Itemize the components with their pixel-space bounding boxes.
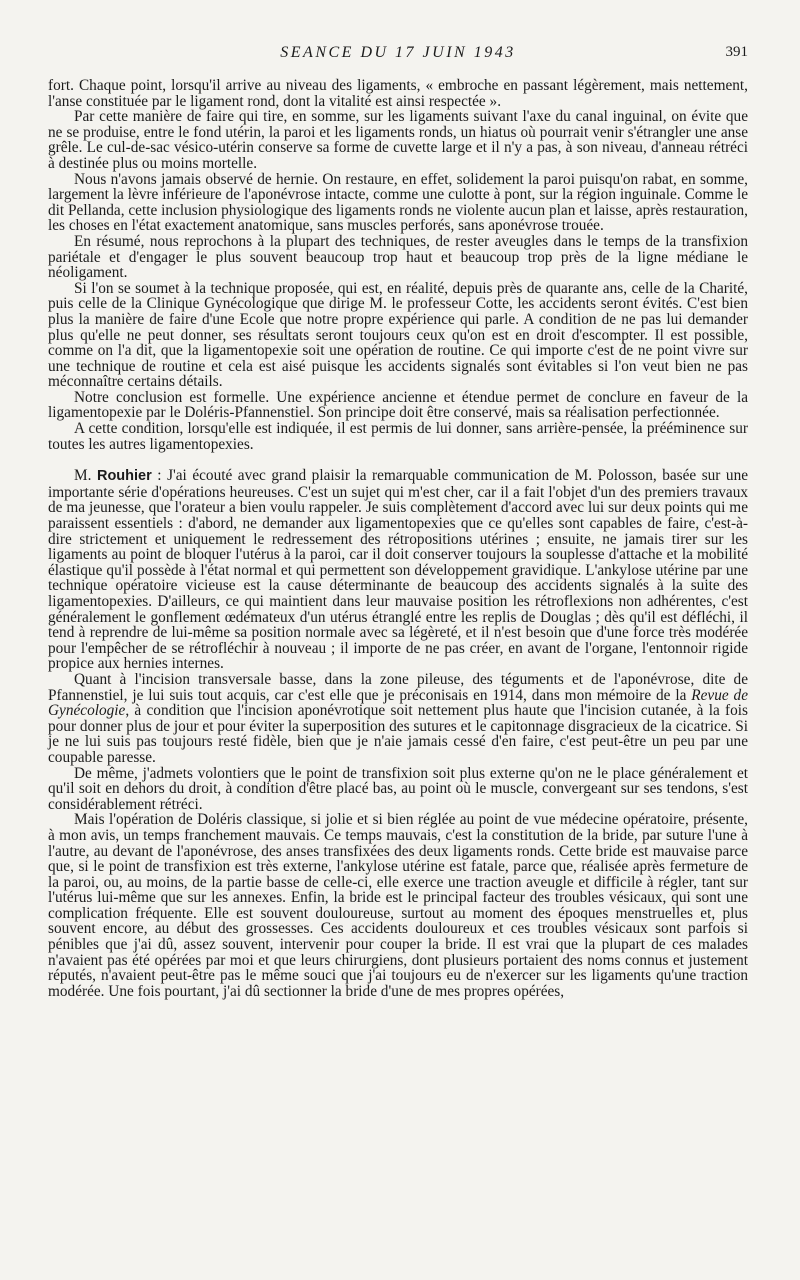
discussion-text: , à condition que l'incision aponévrotique soit nettement plus haute que l'incision cutanée, à la fois pour donner plus de jour et pour éviter la superposition des sutures et le capitonnage disgracieux de la cicatrice. Si je ne lui suis pas toujours resté fidèle, bien que je n'aie jamais cessé d'en faire, c'est peut-être un peu par une coupable paresse. [48, 702, 748, 766]
speaker-name: Rouhier [96, 468, 152, 485]
discussion-paragraph: De même, j'admets volontiers que le point de transfixion soit plus externe qu'on ne le place généralement et qu'il soit en dehors du droit, à condition d'être placé bas, au point où le muscle, convergeant sur ses tendons, s'est considérablement rétréci. [48, 764, 748, 813]
paragraph: Par cette manière de faire qui tire, en somme, sur les ligaments suivant l'axe du canal inguinal, on évite que ne se produise, entre le fond utérin, la paroi et les ligaments ronds, un hiatus où pourrait venir s'étrangler une anse grêle. Le cul-de-sac vésico-utérin conserve sa forme de cuvette large et il n'y a pas, à son niveau, d'anneau rétréci à destinée plus ou moins mortelle. [48, 108, 748, 172]
paragraph: Si l'on se soumet à la technique proposée, qui est, en réalité, depuis près de quarante ans, celle de la Charité, puis celle de la Clinique Gynécologique que dirige M. le professeur Cotte, les accidents seront évités. C'est bien plus la manière de faire d'une Ecole que notre propre expérience qui parle. A condition de ne pas lui demander plus qu'elle ne peut donner, ses résultats seront toujours ceux qu'on est en droit d'escompter. Il est possible, comme on l'a dit, que la ligamentopexie soit une opération de routine. Ce qui importe c'est de ne point vivre sur une technique de routine et cela est aisé puisque les accidents signalés sont évitables si l'on veut bien ne pas méconnaître certains détails. [48, 279, 748, 391]
paragraph: fort. Chaque point, lorsqu'il arrive au niveau des ligaments, « embroche en passant légèrement, mais nettement, l'anse constituée par le ligament rond, dont la vitalité est ainsi respectée ». [48, 77, 748, 110]
paragraph: En résumé, nous reprochons à la plupart des techniques, de rester aveugles dans le temps de la transfixion pariétale et d'engager le plus souvent beaucoup trop haut et beaucoup trop près de la ligne médiane le néoligament. [48, 232, 748, 282]
paragraph: Nous n'avons jamais observé de hernie. On restaure, en effet, solidement la paroi puisqu'on rabat, en somme, largement la lèvre inférieure de l'aponévrose intacte, comme une culotte à pont, sur la région inguinale. Comme le dit Pellanda, cette inclusion physiologique des ligaments ronds ne violente aucun plan et laisse, après restauration, les choses en l'état exactement anatomique, sans muscles perforés, sans aponévrose trouée. [48, 170, 748, 235]
section-gap [48, 452, 748, 468]
discussion-paragraph [48, 468, 748, 672]
speaker-prefix: M. [74, 467, 97, 485]
discussion-text: J'ai écouté avec grand plaisir la remarquable communication de M. Polosson, basée sur une importante série d'opérations heureuses. C'est un sujet qui m'est cher, car il a fait l'objet d'un des premiers travaux de ma jeunesse, que l'orateur a bien voulu rappeler. Je suis complètement d'accord avec lui sur deux points qui me paraissent essentiels : d'abord, ne demander aux ligamentopexies que ce qu'elles sont capables de faire, c'est-à-dire strictement et uniquement le redressement des rétropositions utérines ; ensuite, ne jamais tirer sur les ligaments au point de bloquer l'utérus à la paroi, car il doit conserver toujours la souplesse d'attache et la mobilité élastique qu'il possède à l'état normal et qui permettent son développement gravidique. L'ankylose utérine par une technique opératoire vicieuse est la cause déterminante de beaucoup des accidents signalés à la suite des ligamentopexies. D'ailleurs, ce qui maintient dans leur mauvaise position les rétroflexions non adhérentes, c'est généralement le gonflement œdémateux d'un utérus étranglé entre les replis de Douglas ; dès qu'il est défléchi, il tend à reprendre de lui-même sa position normale avec sa légèreté, et il n'est besoin que d'une force très modérée pour l'empêcher de se rétrofléchir à nouveau ; il importe de ne pas créer, en avant de l'organe, l'entonnoir rigide propice aux hernies internes. [48, 467, 749, 673]
article-body [48, 78, 748, 999]
speaker-separator: : [151, 467, 168, 485]
paragraph: Notre conclusion est formelle. Une expérience ancienne et étendue permet de conclure en faveur de la ligamentopexie par le Doléris-Pfannenstiel. Son principe doit être conservé, mais sa réalisation perfectionnée. [48, 388, 748, 422]
paragraph: A cette condition, lorsqu'elle est indiquée, il est permis de lui donner, sans arrière-pensée, la prééminence sur toutes les autres ligamentopexies. [48, 420, 748, 453]
discussion-paragraph [48, 672, 748, 766]
running-title: SEANCE DU 17 JUIN 1943 [280, 44, 516, 61]
journal-title: Revue de Gynécologie [48, 686, 748, 720]
discussion-paragraph: Mais l'opération de Doléris classique, si jolie et si bien réglée au point de vue médecine opératoire, présente, à mon avis, un temps franchement mauvais. Ce temps mauvais, c'est la constitution de la bride, par suture l'une à l'autre, au devant de l'aponévrose, des anses transfixées des deux ligaments ronds. Cette bride est mauvaise parce que, si le point de transfixion est très externe, l'ankylose utérine est fatale, parce que, réalisée après fermeture de la paroi, ou, au moins, de la partie basse de celle-ci, elle exerce une traction aveugle et difficile à régler, tant sur l'utérus lui-même que sur les annexes. Enfin, la bride est le principal facteur des troubles vésicaux, qui sont une complication fréquente. Elle est souvent douloureuse, surtout au moment des époques menstruelles et, plus souvent encore, au début des grossesses. Ces accidents douloureux et ces troubles vésicaux sont parfois si pénibles que j'ai dû, assez souvent, intervenir pour couper la bride. Il est vrai que la plupart de ces malades n'avaient pas été opérées par moi et que leurs chirurgiens, dont plusieurs portaient des noms connus et justement réputés, n'avaient peut-être pas le même souci que j'ai toujours eu de n'exercer sur les ligaments qu'une traction modérée. Une fois pourtant, j'ai dû sectionner la bride d'une de mes propres opérées, [48, 811, 748, 1000]
page-number: 391 [725, 44, 748, 60]
running-head [48, 44, 748, 70]
discussion-text: Quant à l'incision transversale basse, dans la zone pileuse, des téguments et de l'aponévrose, dite de Pfannenstiel, je lui suis tout acquis, car c'est elle que je préconisais en 1914, dans mon mémoire de la [48, 670, 748, 704]
